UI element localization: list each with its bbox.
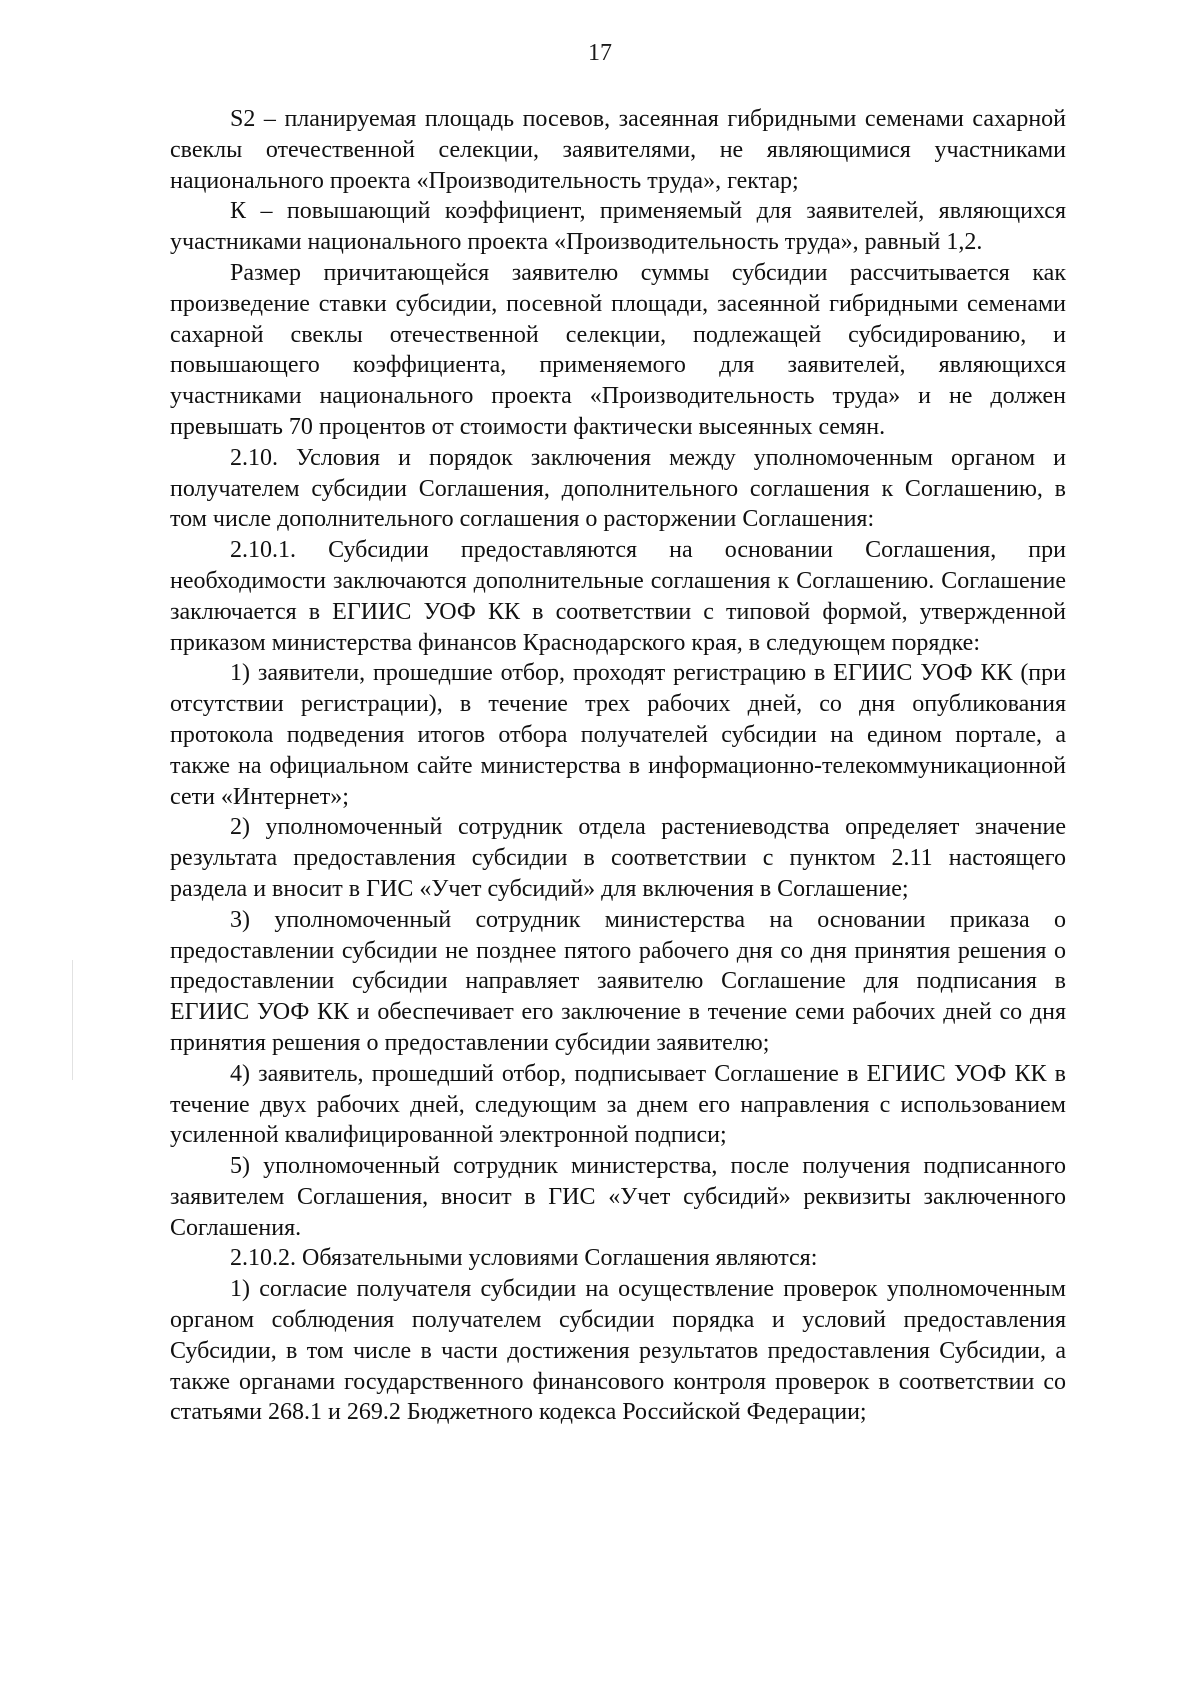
paragraph-condition-1: 1) согласие получателя субсидии на осуществление проверок уполномоченным органом соблюдения получателем субсидии порядка и условий предоставления Субсидии, в том числе в части достижения результатов предоставления Субсидии, а также органами государственного финансового контроля проверок в соответствии со статьями 268.1 и 269.2 Бюджетного кодекса Российской Федерации; (170, 1276, 1066, 1426)
paragraph-item-4-signing: 4) заявитель, прошедший отбор, подписывает Соглашение в ЕГИИС УОФ КК в течение двух рабочих дней, следующим за днем его направления с использованием усиленной квалифицированной электронной подписи; (170, 1060, 1066, 1149)
paragraph-k-definition: К – повышающий коэффициент, применяемый для заявителей, являющихся участниками национального проекта «Производительность труда», равный 1,2. (170, 198, 1066, 256)
paragraph-item-3-agreement: 3) уполномоченный сотрудник министерства на основании приказа о предоставлении субсидии не позднее пятого рабочего дня со дня принятия решения о предоставлении субсидии направляет заявителю Соглашение для подписания в ЕГИИС УОФ КК и обеспечивает его заключение в течение семи рабочих дней со дня принятия решения о предоставлении субсидии заявителю; (170, 906, 1066, 1056)
paragraph-2-10: 2.10. Условия и порядок заключения между уполномоченным органом и получателем субсидии Соглашения, дополнительного соглашения к Соглашению, в том числе дополнительного соглашения о расторжении Соглашения: (170, 444, 1066, 533)
paragraph-2-10-2: 2.10.2. Обязательными условиями Соглашения являются: (230, 1245, 818, 1272)
paragraph-item-1-registration: 1) заявители, прошедшие отбор, проходят регистрацию в ЕГИИС УОФ КК (при отсутствии регистрации), в течение трех рабочих дней, со дня опубликования протокола подведения итогов отбора получателей субсидии на едином портале, а также на официальном сайте министерства в информационно-телекоммуникационной сети «Интернет»; (170, 660, 1066, 810)
paragraph-subsidy-amount: Размер причитающейся заявителю суммы субсидии рассчитывается как произведение ставки субсидии, посевной площади, засеянной гибридными семенами сахарной свеклы отечественной селекции, подлежащей субсидированию, и повышающего коэффициента, применяемого для заявителей, являющихся участниками национального проекта «Производительность труда» и не должен превышать 70 процентов от стоимости фактически высеянных семян. (170, 259, 1066, 440)
paragraph-2-10-1: 2.10.1. Субсидии предоставляются на основании Соглашения, при необходимости заключаются дополнительные соглашения к Соглашению. Соглашение заключается в ЕГИИС УОФ КК в соответствии с типовой формой, утвержденной приказом министерства финансов Краснодарского края, в следующем порядке: (170, 537, 1066, 656)
paragraph-s2-definition: S2 – планируемая площадь посевов, засеянная гибридными семенами сахарной свеклы отечественной селекции, заявителями, не являющимися участниками национального проекта «Производительность труда», гектар; (170, 106, 1066, 194)
paragraph-item-5-details: 5) уполномоченный сотрудник министерства, после получения подписанного заявителем Соглашения, вносит в ГИС «Учет субсидий» реквизиты заключенного Соглашения. (170, 1153, 1066, 1241)
scan-margin-mark (72, 960, 73, 1080)
document-body (170, 104, 1066, 1428)
page-number: 17 (588, 40, 612, 66)
paragraph-item-2-result: 2) уполномоченный сотрудник отдела растениеводства определяет значение результата предоставления субсидии в соответствии с пунктом 2.11 настоящего раздела и вносит в ГИС «Учет субсидий» для включения в Соглашение; (170, 814, 1066, 902)
